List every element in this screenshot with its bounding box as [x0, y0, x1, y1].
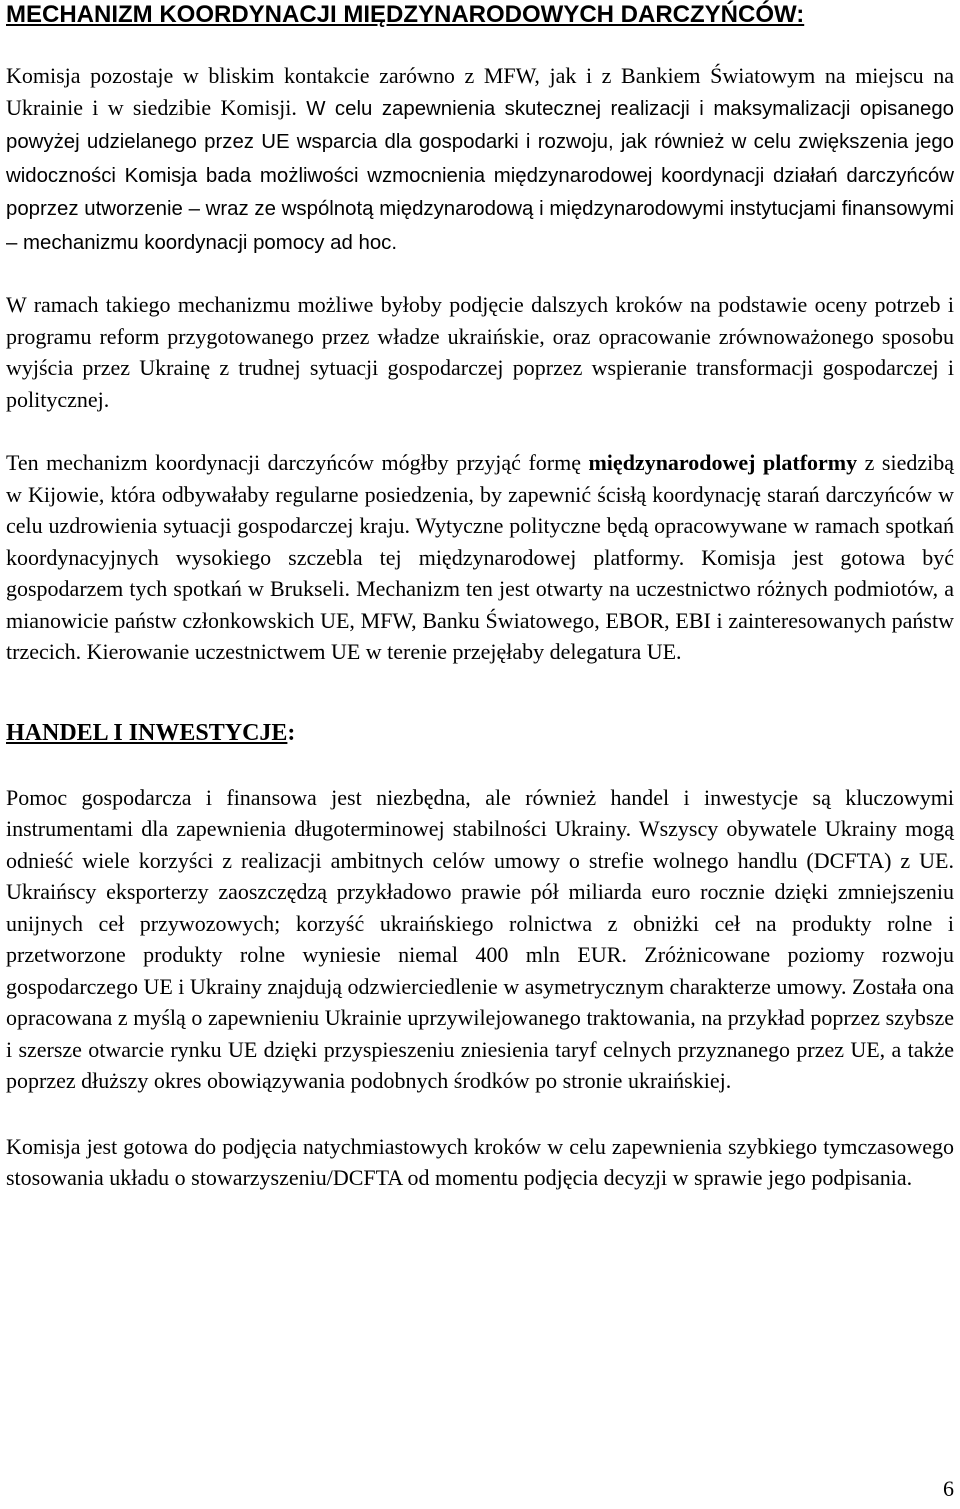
paragraph-text-sans: W celu zapewnienia skutecznej realizacji i maksymalizacji opisanego powyżej udzielanego przez UE wsparcia dla gospodarki i rozwoju, jak również w celu zwiększenia jego widoczności Komisja bada możliwości wzmocnienia międzynarodowej koordynacji działań darczyńców poprzez utworzenie – wraz ze wspólnotą międzynarodową i międzynarodowymi instytucjami finansowymi – mechanizmu koordynacji pomocy ad hoc.: [6, 97, 955, 254]
paragraph-international-platform: [6, 447, 954, 668]
document-page: [6, 0, 954, 1194]
page-number: 6: [943, 1476, 954, 1501]
paragraph-coordination-intro: [6, 60, 954, 259]
section-heading-text: HANDEL I INWESTYCJE: [6, 719, 288, 746]
paragraph-trade-benefits: Pomoc gospodarcza i finansowa jest niezbędna, ale również handel i inwestycje są kluczowymi instrumentami dla zapewnienia długoterminowej stabilności Ukrainy. Wszyscy obywatele Ukrainy mogą odnieść wiele korzyści z realizacji ambitnych celów umowy o strefie wolnego handlu (DCFTA) z UE. Ukraińscy eksporterzy zaoszczędzą przykładowo prawie pół miliarda euro rocznie dzięki zmniejszeniu unijnych ceł przywozowych; korzyść ukraińskiego rolnictwa z obniżki ceł na produkty rolne i przetworzone produkty rolne wyniesie niemal 400 mln EUR. Zróżnicowane poziomy rozwoju gospodarczego UE i Ukrainy znajdują odzwierciedlenie w asymetrycznym charakterze umowy. Została ona opracowana z myślą o zapewnieniu Ukrainie uprzywilejowanego traktowania, na przykład poprzez szybsze i szersze otwarcie rynku UE dzięki przyspieszeniu zniesienia taryf celnych przyznanego przez UE, a także poprzez dłuższy okres obowiązywania podobnych środków po stronie ukraińskiej.: [6, 784, 954, 1093]
paragraph-text-serif: Komisja pozostaje w bliskim kontakcie zarówno z MFW, jak i z Bankiem Światowym na miejscu na Ukrainie i w siedzibie Komisji.: [6, 63, 954, 120]
paragraph-text: z siedzibą w Kijowie, która odbywałaby regularne posiedzenia, by zapewnić ścisłą koordynację starań darczyńców w celu uzdrowienia sytuacji gospodarczej kraju. Wytyczne polityczne będą opracowywane w ramach spotkań koordynacyjnych wysokiego szczebla tej międzynarodowej platformy. Komisja jest gotowa być gospodarzem tych spotkań w Brukseli. Mechanizm ten jest otwarty na uczestnictwo różnych podmiotów, a mianowicie państw członkowskich UE, MFW, Banku Światowego, EBOR, EBI i zainteresowanych państw trzecich. Kierowanie uczestnictwem UE w terenie przejęłaby delegatura UE.: [6, 450, 954, 664]
section-heading-colon: :: [287, 719, 296, 746]
section-heading-trade-investment: [6, 718, 954, 748]
section-heading-donor-coordination: MECHANIZM KOORDYNACJI MIĘDZYNARODOWYCH DARCZYŃCÓW:: [6, 1, 805, 28]
bold-term-international-platform: międzynarodowej platformy: [588, 450, 858, 475]
paragraph-text: Ten mechanizm koordynacji darczyńców mógłby przyjąć formę: [6, 450, 589, 475]
paragraph-mechanism-steps: W ramach takiego mechanizmu możliwe byłoby podjęcie dalszych kroków na podstawie oceny potrzeb i programu reform przygotowanego przez władze ukraińskie, oraz opracowanie zrównoważonego sposobu wyjścia przez Ukrainę z trudnej sytuacji gospodarczej poprzez wspieranie transformacji gospodarczej i politycznej.: [6, 292, 954, 412]
paragraph-provisional-application: Komisja jest gotowa do podjęcia natychmiastowych kroków w celu zapewnienia szybkiego tymczasowego stosowania układu o stowarzyszeniu/DCFTA od momentu podjęcia decyzji w sprawie jego podpisania.: [6, 1133, 954, 1190]
